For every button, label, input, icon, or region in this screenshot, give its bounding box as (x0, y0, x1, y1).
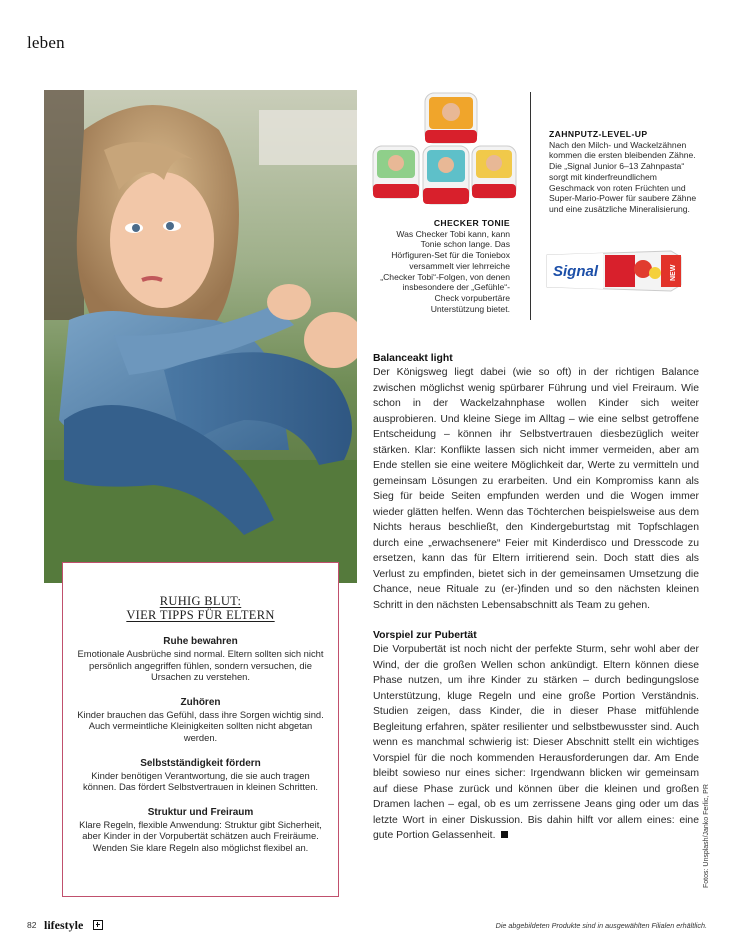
tip-heading: Selbstständigkeit fördern (140, 757, 261, 769)
tips-box (62, 562, 339, 897)
section-heading: Vorspiel zur Pubertät (373, 630, 477, 641)
tonie-caption-title: CHECKER TONIE (433, 218, 510, 228)
signal-caption-title: ZAHNPUTZ-LEVEL-UP (549, 129, 648, 139)
tips-title-line1: RUHIG BLUT: (159, 594, 242, 608)
tonie-caption-text: Was Checker Tobi kann, kann Tonie schon lange. Das Hörfiguren-Set für die Toniebox versammelt vier lehrreiche „Checker Tobi“-Folgen, von denen insbesondere der „Gefühle“-Check vorpubertäre Unterstützung bietet. (380, 228, 510, 314)
section-paragraph: Der Königsweg liegt dabei (wie so oft) in der richtigen Balance zwischen möglichst wenig spürbarer Führung und viel Freiraum. Wie schon in der Wackelzahnphase wollen Kinder sich weiter ausprobieren. Und kleine Siege im Alltag – wie eine selbst getroffene Entscheidung – können ihr Selbstvertrauen diesbezüglich weiter stärken. Klar: Konflikte lassen sich nicht immer vermeiden, aber am Ende stellen sie eine weitere Möglichkeit dar, Werte zu vermitteln und gemeinsam Lösungen zu erarbeiten. Und ein Kompromiss kann als Sieg für beide Seiten empfunden werden und die Wogen immer wieder glätten helfen. Wenn das Töchterchen beispielsweise aus dem Nichts heraus beschließt, den Kindergeburtstag mit Topfschlagen durch eine „erwachsenere“ Feier mit Kinderdisco und Dresscode zu ersetzen, kann das für Eltern irritierend sein. Doch statt dies als Verlust zu empfinden, bietet sich in der gemeinsamen Umsetzung die Chance, neue Rituale zu (er-)finden und so den nächsten kleinen Schritt in den nächsten Lebensabschnitt als Team zu gehen. (373, 367, 699, 611)
tip-text: Emotionale Ausbrüche sind normal. Eltern sollten sich nicht persönlich angegriffen fühlen, sondern versuchen, die Ursachen zu verstehen. (77, 648, 324, 683)
section-label: leben (27, 33, 65, 52)
tip-item (63, 758, 338, 793)
column-divider (530, 92, 531, 320)
tip-item (63, 697, 338, 744)
tips-title (63, 594, 338, 622)
tonie-caption (380, 218, 510, 314)
tip-item (63, 807, 338, 854)
tips-title-line2: VIER TIPPS FÜR ELTERN (126, 608, 275, 622)
disclaimer: Die abgebildeten Produkte sind in ausgewählten Filialen erhältlich. (495, 921, 707, 930)
signal-caption-text: Nach den Milch- und Wackelzähnen kommen die ersten bleibenden Zähne. Die „Signal Junior 6–13 Zahnpasta“ sorgt mit kinderfreundlichem Geschmack von roten Früchten und Super-Mario-Power für saubere Zähne und eine zusätzliche Mineralisierung. (549, 139, 697, 214)
magazine-logo-icon (93, 920, 103, 930)
section-paragraph-text: Die Vorpubertät ist noch nicht der perfekte Sturm, sehr wohl aber der Wind, der die großen Wellen schon ankündigt. Eltern können diese Phase nutzen, um ihre Kinder zu stärken – durch bedingungslose Unterstützung, kluge Regeln und eine große Portion Verständnis. Studien zeigen, dass Kinder, die in dieser Phase mitfühlende Begleitung erfahren, später resilienter und selbstbewusster sind. Auch wenn es manchmal schwierig ist: Dieser Abschnitt stellt ein wichtiges Vorspiel für die noch kommenden Herausforderungen dar. Am Ende bleibt sowieso nur eines sicher: Irgendwann blicken wir gemeinsam auf diese Phase zurück und können über die kleinen und großen Dramen lachen – egal, ob es um zerrissene Jeans ging oder um das letzte Wort in einer Diskussion. Bis dahin hilft vor allem eines: eine gute Portion Gelassenheit. (373, 644, 699, 841)
magazine-name: lifestyle (44, 918, 84, 932)
end-mark-icon (501, 831, 508, 838)
tip-heading: Ruhe bewahren (163, 636, 238, 647)
tip-heading: Struktur und Freiraum (147, 806, 254, 818)
signal-caption (549, 129, 699, 215)
tip-text: Kinder benötigen Verantwortung, die sie auch tragen können. Das fördert Selbstvertrauen in kleinen Schritten. (82, 769, 319, 793)
page-footer (27, 918, 707, 934)
signal-toothpaste-image (543, 247, 691, 295)
section-heading: Balanceakt light (373, 353, 453, 364)
photo-credit: Fotos: Unsplash/Janko Ferlic, PR (703, 784, 710, 888)
tonie-figures-image (368, 88, 518, 210)
tip-item (63, 636, 338, 683)
page-number: 82 (27, 920, 37, 930)
signal-new-badge: NEW (670, 264, 677, 281)
tip-heading: Zuhören (180, 696, 221, 708)
tip-text: Klare Regeln, flexible Anwendung: Struktur gibt Sicherheit, aber Kinder in der Vorpubertät schätzen auch Freiräume. Wenden Sie klare Regeln also möglichst flexibel an. (79, 818, 322, 853)
signal-brand: Signal (553, 263, 599, 280)
article-body (373, 352, 699, 844)
section-paragraph (373, 642, 699, 844)
tip-text: Kinder brauchen das Gefühl, dass ihre Sorgen wichtig sind. Auch vermeintliche Kleinigkeiten sollten nicht abgetan werden. (77, 708, 324, 743)
main-photo (44, 90, 357, 583)
